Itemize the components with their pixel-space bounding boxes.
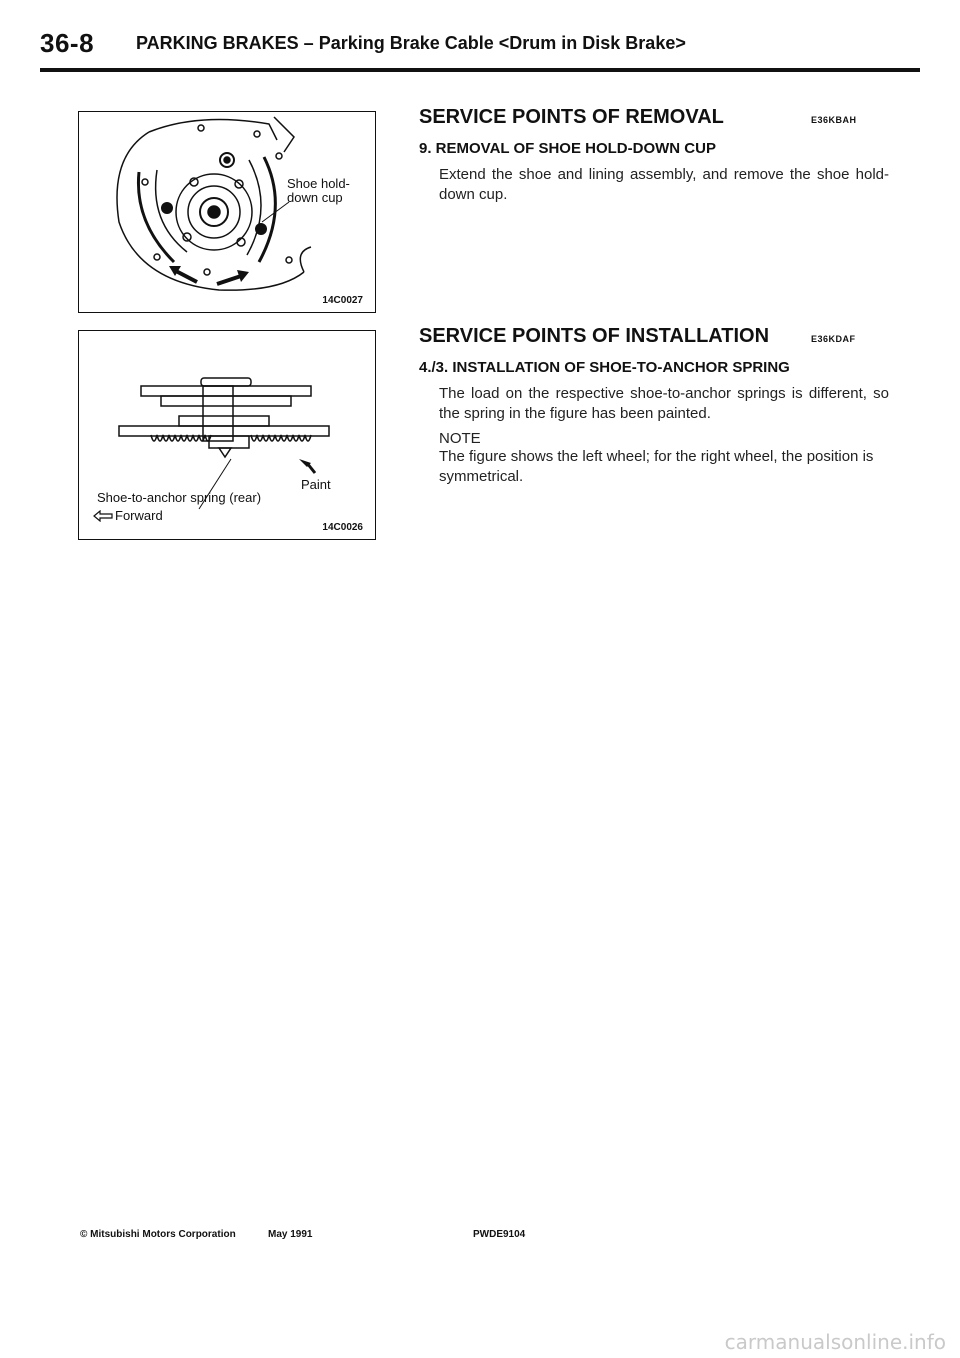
footer-date: May 1991 <box>268 1229 313 1240</box>
section-heading-text: SERVICE POINTS OF INSTALLATION <box>419 325 770 347</box>
body-text: The load on the respective shoe-to-anchor springs is different, so the spring in the figure has been painted. <box>439 385 889 422</box>
note-text: The figure shows the left wheel; for the right wheel, the position is symmetrical. <box>439 448 874 485</box>
page-number: 36-8 <box>40 28 95 58</box>
section-heading <box>419 325 889 351</box>
page-title: PARKING BRAKES – Parking Brake Cable <Drum in Disk Brake> <box>136 33 686 53</box>
page-header <box>40 28 920 68</box>
section-heading-text: SERVICE POINTS OF REMOVAL <box>419 106 724 128</box>
figure-shoe-hold-down-cup <box>78 111 376 313</box>
forward-label: Forward <box>115 508 163 523</box>
section-heading <box>419 106 889 132</box>
callout-paint: Paint <box>301 477 331 492</box>
footer-doc-code: PWDE9104 <box>473 1229 526 1240</box>
callout-shoe-to-anchor-spring: Shoe-to-anchor spring (rear) <box>97 490 262 505</box>
section-service-points-removal <box>419 106 889 205</box>
note-label: NOTE <box>439 430 481 447</box>
watermark: carmanualsonline.info <box>724 1330 946 1354</box>
section-code: E36KDAF <box>811 334 856 344</box>
callout-shoe-hold-down-cup: Shoe hold-down cup <box>287 176 350 205</box>
figure-code: 14C0026 <box>322 522 363 533</box>
drum-brake-illustration <box>79 112 375 312</box>
section-service-points-installation <box>419 325 889 487</box>
header-rule <box>40 68 920 72</box>
footer-copyright: © Mitsubishi Motors Corporation <box>80 1229 236 1240</box>
figure-code: 14C0027 <box>322 295 363 306</box>
section-code: E36KBAH <box>811 115 857 125</box>
arrow-left-icon <box>93 510 113 522</box>
item-heading: 4./3. INSTALLATION OF SHOE-TO-ANCHOR SPRING <box>419 359 790 376</box>
item-heading: 9. REMOVAL OF SHOE HOLD-DOWN CUP <box>419 140 716 157</box>
callout-forward <box>93 509 163 523</box>
body-text: Extend the shoe and lining assembly, and remove the shoe hold-down cup. <box>439 166 889 203</box>
figure-shoe-to-anchor-spring <box>78 330 376 540</box>
